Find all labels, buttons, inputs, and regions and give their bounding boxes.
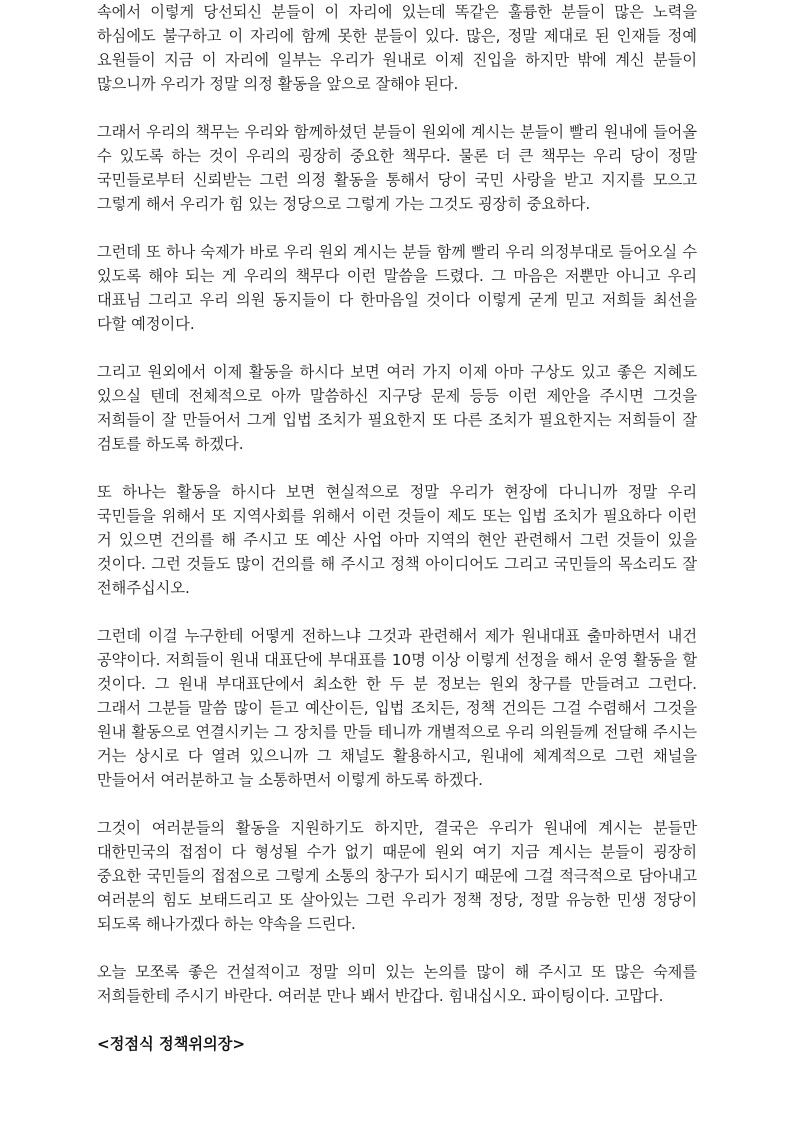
paragraph-1: 속에서 이렇게 당선되신 분들이 이 자리에 있는데 똑같은 훌륭한 분들이 많은 노력을 하심에도 불구하고 이 자리에 함께 못한 분들이 있다. 많은, 정말 제대로 된 인재들 정예 요원들이 지금 이 자리에 일부는 우리가 원내로 이제 진입을 하지만 밖에 계신 분들이 많으니까 우리가 정말 의정 활동을 앞으로 잘해야 된다.	[97, 3, 697, 93]
paragraph-7: 그것이 여러분들의 활동을 지원하기도 하지만, 결국은 우리가 원내에 계시는 분들만 대한민국의 접점이 다 형성될 수가 없기 때문에 원외 여기 지금 계시는 분들이 굉장히 중요한 국민들의 접점으로 그렇게 소통의 창구가 되시기 때문에 그걸 적극적으로 담아내고 여러분의 힘도 보태드리고 또 살아있는 그런 우리가 정책 정당, 정말 유능한 민생 정당이 되도록 해나가겠다 하는 약속을 드린다.	[97, 819, 697, 933]
paragraph-5: 또 하나는 활동을 하시다 보면 현실적으로 정말 우리가 현장에 다니니까 정말 우리 국민들을 위해서 또 지역사회를 위해서 이런 것들이 제도 또는 입법 조치가 필요하다 이런 거 있으면 건의를 해 주시고 또 예산 사업 아마 지역의 현안 관련해서 그런 것들이 있을 것이다. 그런 것들도 많이 건의를 해 주시고 정책 아이디어도 그리고 국민들의 목소리도 잘 전해주십시오.	[97, 483, 697, 597]
paragraph-2: 그래서 우리의 책무는 우리와 함께하셨던 분들이 원외에 계시는 분들이 빨리 원내에 들어올 수 있도록 하는 것이 우리의 굉장히 중요한 책무다. 물론 더 큰 책무는 우리 당이 정말 국민들로부터 신뢰받는 그런 의정 활동을 통해서 당이 국민 사랑을 받고 지지를 모으고 그렇게 해서 우리가 힘 있는 정당으로 그렇게 가는 그것도 굉장히 중요하다.	[97, 123, 697, 213]
paragraph-8: 오늘 모쪼록 좋은 건설적이고 정말 의미 있는 논의를 많이 해 주시고 또 많은 숙제를 저희들한테 주시기 바란다. 여러분 만나 봬서 반갑다. 힘내십시오. 파이팅이다. 고맙다.	[97, 963, 697, 1005]
paragraph-4: 그리고 원외에서 이제 활동을 하시다 보면 여러 가지 이제 아마 구상도 있고 좋은 지혜도 있으실 텐데 전체적으로 아까 말씀하신 지구당 문제 등등 이런 제안을 주시면 그것을 저희들이 잘 만들어서 그게 입법 조치가 필요한지 또 다른 조치가 필요한지는 저희들이 잘 검토를 하도록 하겠다.	[97, 363, 697, 453]
speaker-signature: <정점식 정책위의장>	[97, 1035, 246, 1053]
paragraph-6: 그런데 이걸 누구한테 어떻게 전하느냐 그것과 관련해서 제가 원내대표 출마하면서 내건 공약이다. 저희들이 원내 대표단에 부대표를 10명 이상 이렇게 선정을 해서 운영 활동을 할 것이다. 그 원내 부대표단에서 최소한 한 두 분 정보는 원외 창구를 만들려고 그런다. 그래서 그분들 말씀 많이 듣고 예산이든, 입법 조치든, 정책 건의든 그걸 수렴해서 그것을 원내 활동으로 연결시키는 그 장치를 만들 테니까 개별적으로 우리 의원들께 전달해 주시는 거는 상시로 다 열려 있으니까 그 채널도 활용하시고, 원내에 체계적으로 그런 채널을 만들어서 여러분하고 늘 소통하면서 이렇게 하도록 하겠다.	[97, 627, 697, 789]
paragraph-3: 그런데 또 하나 숙제가 바로 우리 원외 계시는 분들 함께 빨리 우리 의정부대로 들어오실 수 있도록 해야 되는 게 우리의 책무다 이런 말씀을 드렸다. 그 마음은 저뿐만 아니고 우리 대표님 그리고 우리 의원 동지들이 다 한마음일 것이다 이렇게 굳게 믿고 저희들 최선을 다할 예정이다.	[97, 243, 697, 333]
document-body	[97, 0, 697, 1056]
